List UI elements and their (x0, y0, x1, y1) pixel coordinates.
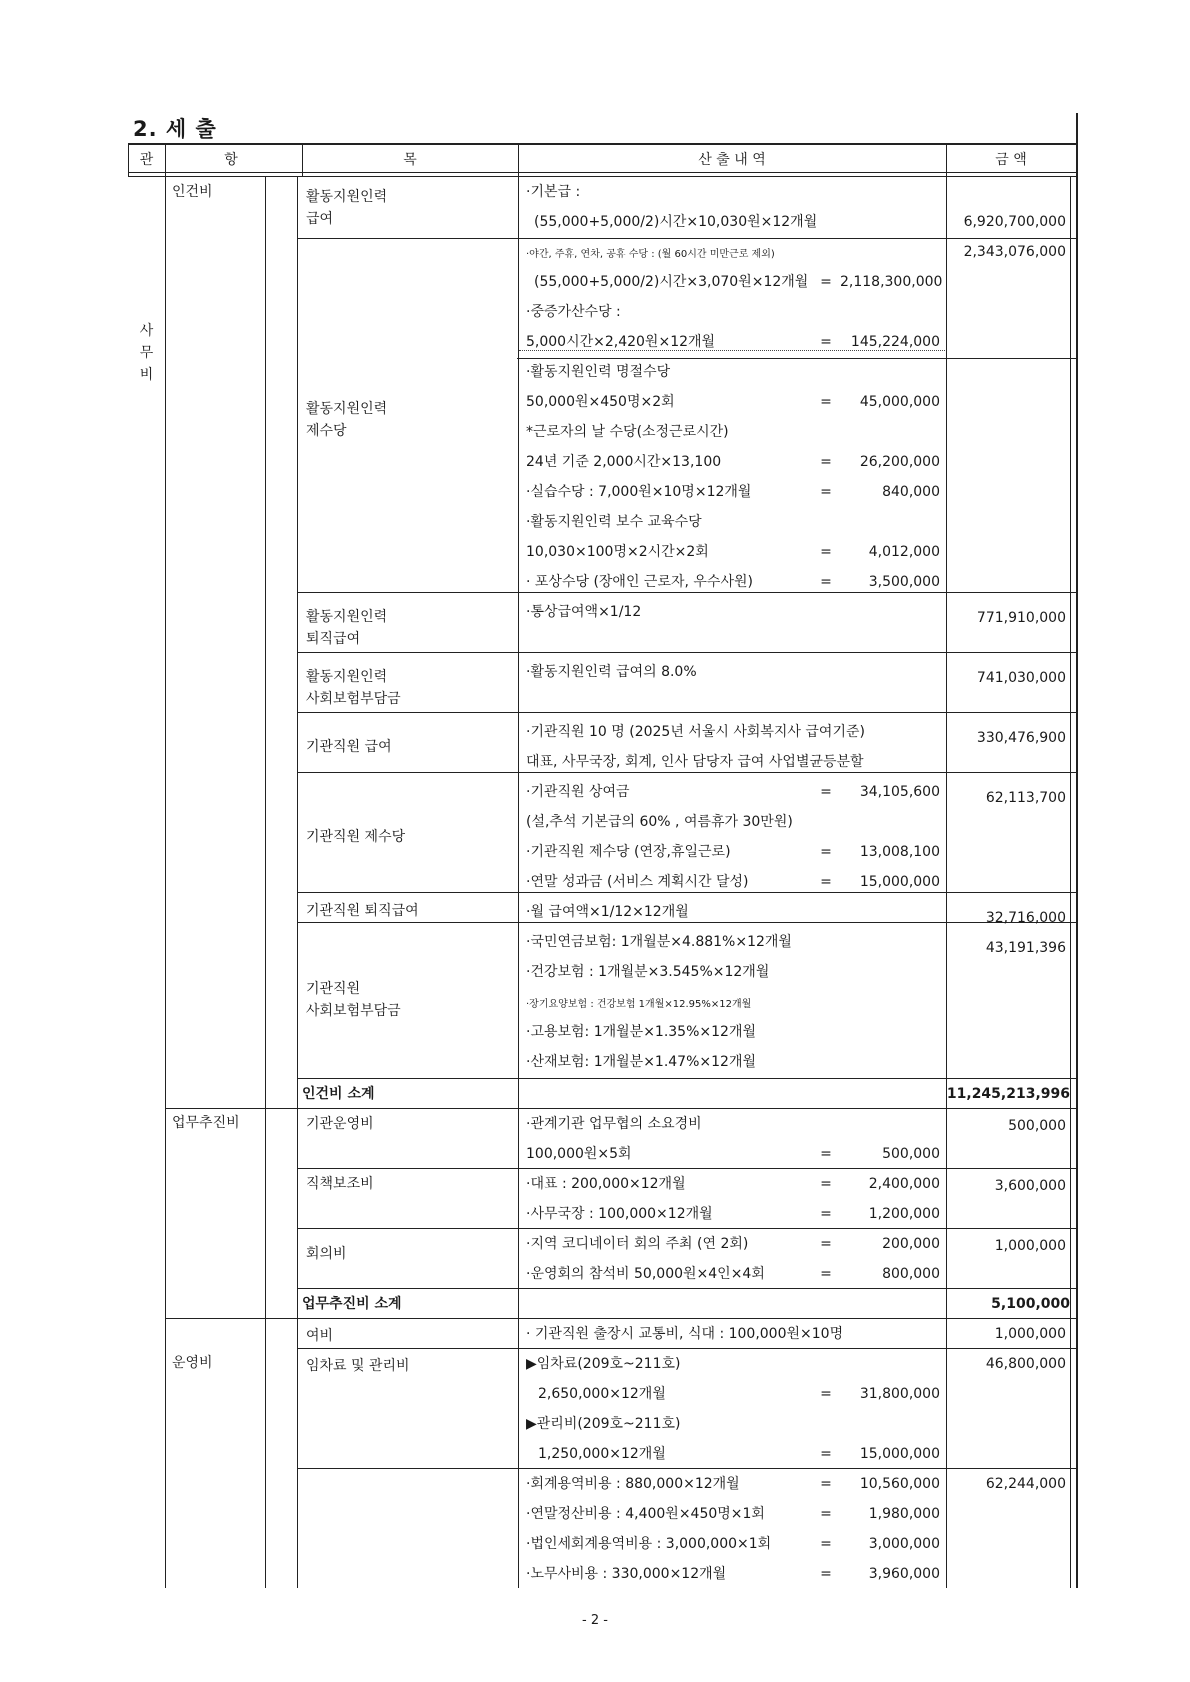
detail-line: 10,030×100명×2시간×2회 (526, 544, 709, 560)
detail-value: 200,000 (882, 1236, 940, 1252)
mok-m13: 임차료 및 관리비 (306, 1358, 410, 1374)
table-rule (1076, 113, 1078, 1588)
table-rule (297, 1348, 1076, 1349)
detail-line: ·노무사비용 : 330,000×12개월 (526, 1566, 727, 1582)
detail-equals: = (820, 484, 832, 500)
subtotal-business-label: 업무추진비 소계 (302, 1296, 402, 1312)
header-amount: 금 액 (995, 152, 1027, 168)
detail-line: ·대표 : 200,000×12개월 (526, 1176, 686, 1192)
detail-line: ·야간, 주휴, 연차, 공휴 수당 : (월 60시간 미만근로 제외) (526, 249, 775, 260)
detail-equals: = (820, 454, 832, 470)
detail-line: *근로자의 날 수당(소정근로시간) (526, 424, 729, 440)
amount-a10: 3,600,000 (994, 1178, 1066, 1194)
detail-value: 15,000,000 (859, 874, 940, 890)
detail-value: 2,118,300,000 (840, 274, 943, 290)
detail-value: 3,000,000 (868, 1536, 940, 1552)
detail-value: 500,000 (882, 1146, 940, 1162)
detail-line: 대표, 사무국장, 회계, 인사 담당자 급여 사업별균등분할 (526, 754, 864, 770)
detail-line: ·운영회의 참석비 50,000원×4인×4회 (526, 1266, 765, 1282)
detail-line: ·활동지원인력 보수 교육수당 (526, 514, 702, 530)
subtotal-personnel-label: 인건비 소계 (302, 1086, 375, 1102)
subtotal-business-amount: 5,100,000 (991, 1296, 1070, 1312)
detail-line: 1,250,000×12개월 (538, 1446, 666, 1462)
detail-value: 1,200,000 (868, 1206, 940, 1222)
amount-a4: 741,030,000 (976, 670, 1066, 686)
table-rule (297, 1078, 1076, 1079)
detail-line: ·지역 코디네이터 회의 주최 (연 2회) (526, 1236, 749, 1252)
gwan-label: 사 무 비 (139, 323, 154, 383)
detail-equals: = (820, 1566, 832, 1582)
section-title: 2. 세 출 (133, 117, 217, 141)
detail-line: ·관계기관 업무협의 소요경비 (526, 1116, 702, 1132)
detail-value: 840,000 (882, 484, 940, 500)
table-rule (1070, 176, 1071, 1588)
detail-equals: = (820, 1536, 832, 1552)
page-number: - 2 - (582, 1613, 608, 1628)
detail-line: ·기관직원 10 명 (2025년 서울시 사회복지사 급여기준) (526, 724, 865, 740)
detail-equals: = (820, 784, 832, 800)
detail-line: ·고용보험: 1개월분×1.35%×12개월 (526, 1024, 756, 1040)
header-detail: 산 출 내 역 (698, 152, 766, 168)
table-rule (128, 172, 1076, 173)
amount-a5: 330,476,900 (976, 730, 1066, 746)
detail-line: 5,000시간×2,420원×12개월 (526, 334, 716, 350)
table-rule (297, 592, 1076, 593)
detail-equals: = (820, 1266, 832, 1282)
amount-a12: 1,000,000 (994, 1326, 1066, 1342)
detail-line: ·연말정산비용 : 4,400원×450명×1회 (526, 1506, 765, 1522)
detail-line: ▶임차료(209호~211호) (526, 1356, 681, 1372)
detail-line: 100,000원×5회 (526, 1146, 632, 1162)
table-rule (128, 143, 1076, 145)
detail-line: ·법인세회계용역비용 : 3,000,000×1회 (526, 1536, 772, 1552)
detail-value: 15,000,000 (859, 1446, 940, 1462)
table-rule (297, 1168, 1076, 1169)
mok-m9: 기관운영비 (306, 1116, 374, 1132)
amount-a3: 771,910,000 (976, 610, 1066, 626)
mok-m10: 직책보조비 (306, 1176, 374, 1192)
table-rule (297, 1228, 1076, 1229)
mok-m3: 활동지원인력 퇴직급여 (306, 609, 388, 647)
detail-equals: = (820, 574, 832, 590)
table-rule (297, 652, 1076, 653)
amount-a13: 46,800,000 (985, 1356, 1066, 1372)
detail-line: ·회계용역비용 : 880,000×12개월 (526, 1476, 740, 1492)
header-mok: 목 (403, 152, 417, 168)
detail-value: 1,980,000 (868, 1506, 940, 1522)
amount-a11: 1,000,000 (994, 1238, 1066, 1254)
table-rule (517, 358, 1076, 359)
table-rule (128, 176, 1076, 177)
detail-value: 2,400,000 (868, 1176, 940, 1192)
detail-equals: = (820, 274, 832, 290)
detail-value: 4,012,000 (868, 544, 940, 560)
detail-equals: = (820, 1386, 832, 1402)
detail-value: 145,224,000 (850, 334, 940, 350)
detail-line: ·기본급 : (526, 184, 581, 200)
table-rule (297, 176, 298, 1588)
detail-line: 24년 기준 2,000시간×13,100 (526, 454, 722, 470)
detail-line: ·통상급여액×1/12 (526, 604, 642, 620)
table-rule (165, 143, 166, 1588)
detail-equals: = (820, 1476, 832, 1492)
detail-equals: = (820, 1446, 832, 1462)
detail-equals: = (820, 544, 832, 560)
detail-line: ·활동지원인력 급여의 8.0% (526, 664, 697, 680)
detail-value: 26,200,000 (859, 454, 940, 470)
detail-value: 45,000,000 (859, 394, 940, 410)
amount-a1: 6,920,700,000 (963, 214, 1066, 230)
detail-line: ·연말 성과금 (서비스 계획시간 달성) (526, 874, 749, 890)
subtotal-personnel-amount: 11,245,213,996 (946, 1086, 1070, 1102)
mok-m12: 여비 (306, 1328, 334, 1344)
detail-value: 34,105,600 (859, 784, 940, 800)
detail-line: ·월 급여액×1/12×12개월 (526, 904, 689, 920)
amount-a7: 32,716,000 (985, 910, 1066, 926)
table-rule (297, 1288, 1076, 1289)
table-rule (519, 350, 945, 351)
table-rule (297, 1468, 1076, 1469)
detail-value: 13,008,100 (859, 844, 940, 860)
detail-line: ·국민연금보험: 1개월분×4.881%×12개월 (526, 934, 792, 950)
detail-line: ▶관리비(209호~211호) (526, 1416, 681, 1432)
detail-equals: = (820, 844, 832, 860)
mok-m8: 기관직원 사회보험부담금 (306, 981, 401, 1019)
detail-line: ·기관직원 제수당 (연장,휴일근로) (526, 844, 731, 860)
amount-a9: 500,000 (1008, 1118, 1066, 1134)
detail-line: 50,000원×450명×2회 (526, 394, 675, 410)
table-rule (297, 238, 1076, 239)
header-hang: 항 (224, 152, 238, 168)
detail-line: ·중증가산수당 : (526, 304, 621, 320)
table-rule (297, 712, 1076, 713)
detail-line: ·건강보험 : 1개월분×3.545%×12개월 (526, 964, 770, 980)
mok-m6: 기관직원 제수당 (306, 829, 406, 845)
detail-line: ·산재보험: 1개월분×1.47%×12개월 (526, 1054, 756, 1070)
table-rule (165, 1108, 1076, 1109)
detail-value: 10,560,000 (859, 1476, 940, 1492)
detail-line: ·실습수당 : 7,000원×10명×12개월 (526, 484, 752, 500)
detail-equals: = (820, 1146, 832, 1162)
detail-line: ·활동지원인력 명절수당 (526, 364, 671, 380)
hang-business: 업무추진비 (172, 1115, 240, 1131)
detail-equals: = (820, 1206, 832, 1222)
detail-equals: = (820, 394, 832, 410)
table-rule (297, 892, 1076, 893)
detail-equals: = (820, 874, 832, 890)
amount-a14: 62,244,000 (985, 1476, 1066, 1492)
detail-line: ·기관직원 상여금 (526, 784, 630, 800)
mok-m11: 회의비 (306, 1246, 347, 1262)
detail-value: 800,000 (882, 1266, 940, 1282)
detail-line: (설,추석 기본급의 60% , 여름휴가 30만원) (526, 814, 793, 830)
detail-line: ·장기요양보험 : 건강보험 1개월×12.95%×12개월 (526, 999, 752, 1010)
mok-m1: 활동지원인력 급여 (306, 189, 388, 227)
amount-a2: 2,343,076,000 (963, 244, 1066, 260)
table-rule (297, 772, 1076, 773)
amount-a6: 62,113,700 (985, 790, 1066, 806)
detail-equals: = (820, 1236, 832, 1252)
detail-value: 3,960,000 (868, 1566, 940, 1582)
detail-line: (55,000+5,000/2)시간×10,030원×12개월 (534, 214, 818, 230)
mok-m5: 기관직원 급여 (306, 739, 392, 755)
mok-m7: 기관직원 퇴직급여 (306, 903, 419, 919)
detail-line: 2,650,000×12개월 (538, 1386, 666, 1402)
mok-m2: 활동지원인력 제수당 (306, 401, 388, 439)
detail-value: 3,500,000 (868, 574, 940, 590)
hang-operation: 운영비 (172, 1355, 213, 1371)
detail-line: · 포상수당 (장애인 근로자, 우수사원) (526, 574, 753, 590)
table-rule (165, 1318, 1076, 1319)
mok-m4: 활동지원인력 사회보험부담금 (306, 669, 401, 707)
detail-equals: = (820, 1176, 832, 1192)
detail-equals: = (820, 1506, 832, 1522)
table-rule (265, 176, 266, 1588)
detail-equals: = (820, 334, 832, 350)
detail-line: (55,000+5,000/2)시간×3,070원×12개월 (534, 274, 809, 290)
amount-a8: 43,191,396 (985, 940, 1066, 956)
header-gwan: 관 (139, 152, 154, 168)
detail-line: ·사무국장 : 100,000×12개월 (526, 1206, 713, 1222)
hang-personnel: 인건비 (172, 184, 213, 200)
table-rule (518, 143, 519, 1588)
detail-line: · 기관직원 출장시 교통비, 식대 : 100,000원×10명 (526, 1326, 844, 1342)
detail-value: 31,800,000 (859, 1386, 940, 1402)
